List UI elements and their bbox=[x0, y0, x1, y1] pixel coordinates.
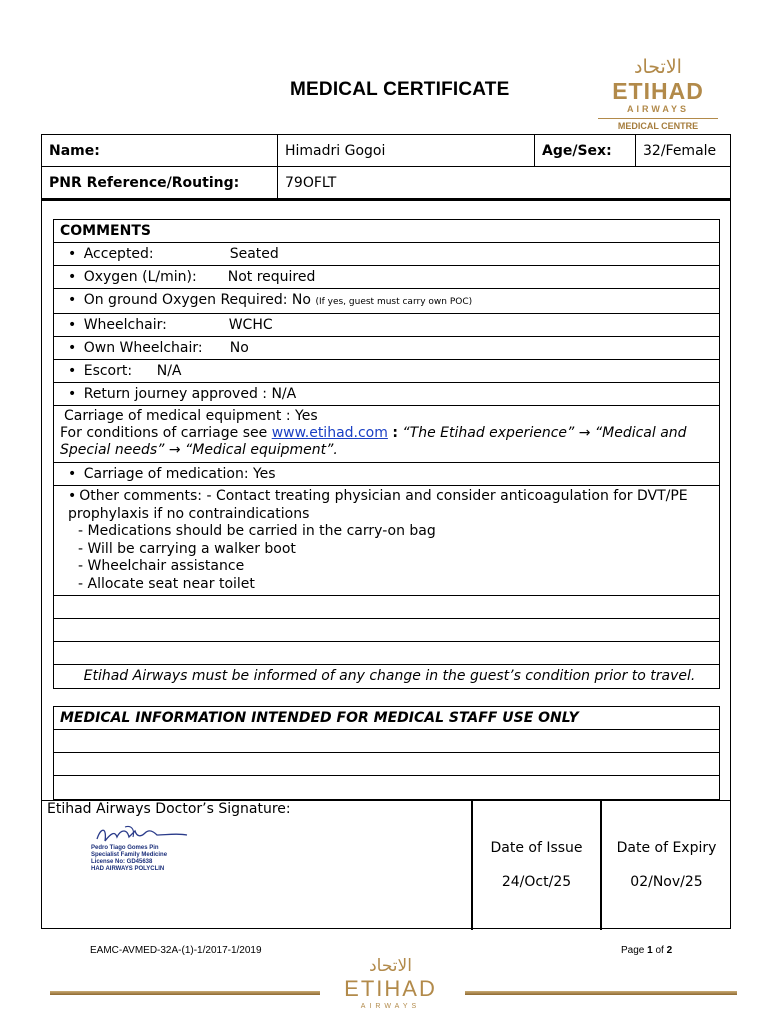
stamp-line-4: HAD AIRWAYS POLYCLIN bbox=[91, 866, 165, 872]
doctor-stamp bbox=[91, 845, 167, 873]
name-value: Himadri Gogoi bbox=[278, 135, 535, 167]
footer-logo-brand: ETIHAD bbox=[344, 976, 437, 1001]
escort-label: Escort: bbox=[83, 363, 133, 379]
accepted-label: Accepted: bbox=[83, 246, 154, 262]
signature-section bbox=[41, 800, 731, 929]
date-of-issue-value: 24/Oct/25 bbox=[501, 874, 572, 890]
etihad-medical-centre-logo bbox=[598, 55, 718, 135]
conditions-colon: : bbox=[392, 425, 398, 441]
wheelchair-label: Wheelchair: bbox=[83, 317, 167, 333]
medical-info-heading: MEDICAL INFORMATION INTENDED FOR MEDICAL STAFF USE ONLY bbox=[54, 707, 719, 730]
date-of-expiry-label: Date of Expiry bbox=[616, 840, 717, 856]
return-journey-row bbox=[54, 383, 719, 406]
document-title: MEDICAL CERTIFICATE bbox=[290, 79, 510, 100]
other-comments-row bbox=[54, 486, 719, 596]
stamp-line-3: License No: GD45638 bbox=[91, 859, 153, 865]
other-line-1: - Medications should be carried in the carry-on bag bbox=[78, 523, 436, 539]
notice-row: Etihad Airways must be informed of any change in the guest’s condition prior to travel. bbox=[83, 668, 696, 684]
ground-oxygen-row bbox=[54, 289, 719, 314]
page-total: 2 bbox=[666, 945, 673, 956]
etihad-website-link[interactable]: www.etihad.com bbox=[271, 425, 388, 441]
oxygen-row bbox=[54, 266, 719, 289]
oxygen-value: Not required bbox=[227, 269, 316, 285]
age-sex-label: Age/Sex: bbox=[535, 135, 636, 167]
logo-sub-text: AIRWAYS bbox=[626, 104, 689, 114]
wheelchair-value: WCHC bbox=[228, 317, 273, 333]
patient-header-table bbox=[41, 134, 731, 199]
blank-row bbox=[54, 619, 719, 642]
footer-logo-sub: AIRWAYS bbox=[360, 1003, 421, 1010]
name-label: Name: bbox=[42, 135, 278, 167]
date-of-expiry-value: 02/Nov/25 bbox=[630, 874, 703, 890]
logo-centre-text: MEDICAL CENTRE bbox=[598, 118, 718, 133]
page-current: 1 bbox=[647, 945, 653, 956]
blank-row bbox=[54, 776, 719, 799]
equipment-row bbox=[54, 406, 719, 463]
oxygen-label: Oxygen (L/min): bbox=[83, 269, 197, 285]
own-wheelchair-value: No bbox=[229, 340, 249, 356]
accepted-value: Seated bbox=[229, 246, 279, 262]
medication-row bbox=[54, 463, 719, 486]
conditions-path: “The Etihad experience” → “Medical and Special needs” → “Medical equipment”. bbox=[60, 425, 687, 458]
other-line-3: - Wheelchair assistance bbox=[78, 558, 245, 574]
other-comments-text: Other comments: - Contact treating physician and consider anticoagulation for DVT/PE prophylaxis if no contraindications bbox=[68, 488, 688, 522]
other-comments-main bbox=[54, 488, 719, 523]
ground-oxygen-label: On ground Oxygen Required: No bbox=[83, 292, 311, 308]
form-code: EAMC-AVMED-32A-(1)-1/2017-1/2019 bbox=[90, 945, 262, 956]
pnr-value: 79OFLT bbox=[278, 167, 731, 199]
conditions-text bbox=[60, 425, 719, 459]
escort-value: N/A bbox=[156, 363, 182, 379]
blank-row bbox=[54, 753, 719, 776]
medical-info-box bbox=[53, 706, 720, 800]
stamp-line-2: Specialist Family Medicine bbox=[91, 852, 168, 858]
other-line-2: - Will be carrying a walker boot bbox=[78, 540, 296, 557]
footer-gold-line-left bbox=[50, 991, 320, 995]
blank-row bbox=[54, 730, 719, 753]
accepted-row bbox=[54, 243, 719, 266]
column-divider bbox=[471, 801, 473, 930]
own-wheelchair-label: Own Wheelchair: bbox=[83, 340, 203, 356]
stamp-line-1: Pedro Tiago Gomes Pin bbox=[91, 845, 159, 851]
footer-logo-arabic: الاتحاد bbox=[369, 956, 412, 976]
return-journey-text: Return journey approved : N/A bbox=[83, 386, 297, 402]
etihad-footer-logo bbox=[318, 956, 463, 1011]
conditions-prefix: For conditions of carriage see bbox=[60, 425, 268, 441]
page-number bbox=[621, 945, 672, 956]
doctor-signature-label: Etihad Airways Doctor’s Signature: bbox=[47, 801, 291, 817]
column-divider bbox=[600, 801, 602, 930]
own-wheelchair-row bbox=[54, 337, 719, 360]
page-of: of bbox=[655, 945, 664, 956]
escort-row bbox=[54, 360, 719, 383]
footer-gold-line-right bbox=[465, 991, 737, 995]
comments-box bbox=[53, 219, 720, 689]
medication-text: Carriage of medication: Yes bbox=[83, 466, 276, 482]
comments-heading: COMMENTS bbox=[54, 220, 719, 243]
logo-arabic-text: الاتحاد bbox=[634, 56, 682, 78]
blank-row bbox=[54, 596, 719, 619]
date-of-issue-label: Date of Issue bbox=[490, 840, 583, 856]
wheelchair-row bbox=[54, 314, 719, 337]
equipment-text: Carriage of medical equipment : Yes bbox=[64, 408, 318, 424]
ground-oxygen-note: (If yes, guest must carry own POC) bbox=[315, 297, 473, 307]
blank-row bbox=[54, 642, 719, 665]
age-sex-value: 32/Female bbox=[636, 135, 731, 167]
pnr-label: PNR Reference/Routing: bbox=[42, 167, 278, 199]
other-line-4: - Allocate seat near toilet bbox=[78, 575, 255, 592]
logo-brand-text: ETIHAD bbox=[612, 78, 704, 104]
page-prefix: Page bbox=[621, 945, 645, 956]
